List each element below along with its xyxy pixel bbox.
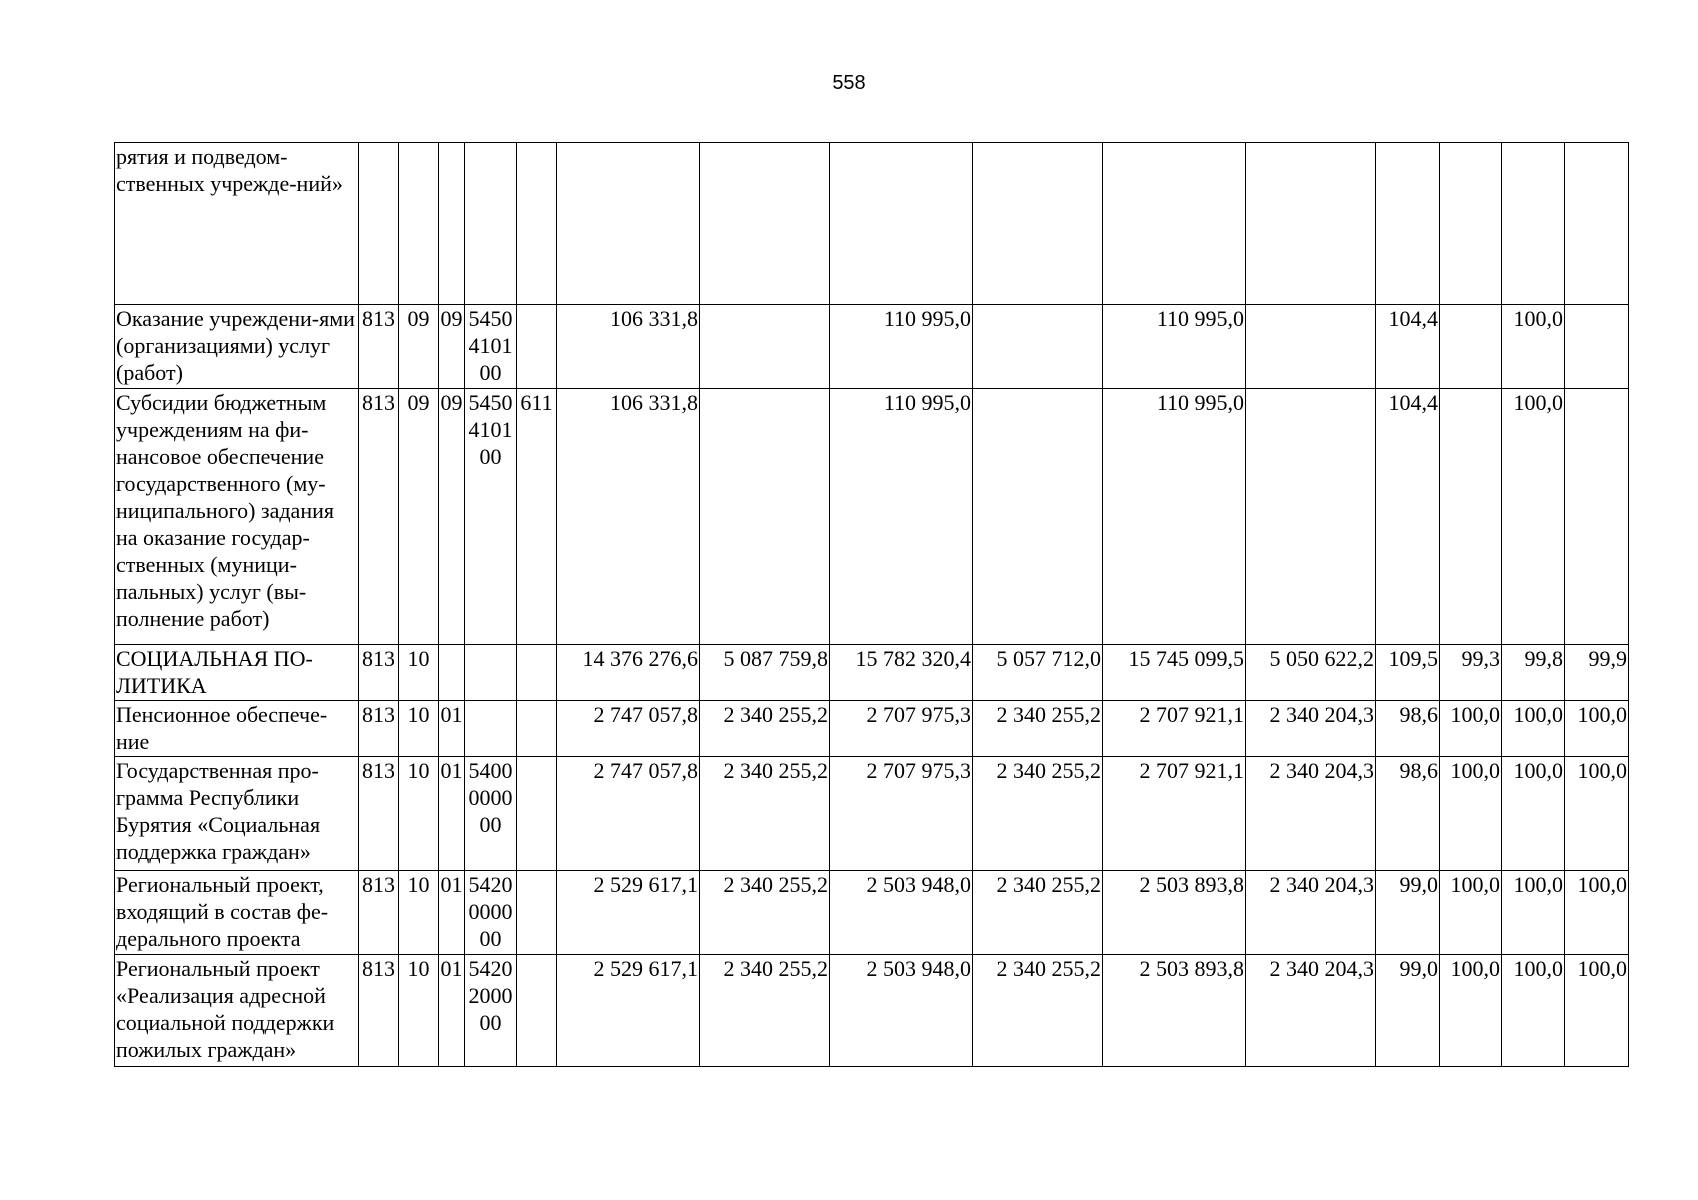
percent-2: 100,0	[1440, 871, 1502, 955]
amount-4	[973, 305, 1103, 389]
amount-1: 2 747 057,8	[557, 757, 700, 871]
percent-1: 98,6	[1376, 757, 1440, 871]
percent-2	[1440, 305, 1502, 389]
budget-table	[114, 142, 1629, 1067]
expense-type-code	[517, 645, 557, 701]
percent-1: 104,4	[1376, 305, 1440, 389]
table-row	[115, 305, 1629, 389]
table-row	[115, 389, 1629, 645]
amount-4: 2 340 255,2	[973, 701, 1103, 757]
amount-1: 106 331,8	[557, 305, 700, 389]
percent-4: 99,9	[1565, 645, 1629, 701]
item-name: рятия и подведом-ственных учрежде-ний»	[115, 143, 359, 305]
percent-2: 99,3	[1440, 645, 1502, 701]
item-name: Оказание учреждени-ями (организациями) услуг (работ)	[115, 305, 359, 389]
amount-5	[1103, 143, 1246, 305]
percent-1: 104,4	[1376, 389, 1440, 645]
subsection-code: 01	[439, 757, 465, 871]
percent-1: 109,5	[1376, 645, 1440, 701]
amount-3: 110 995,0	[830, 305, 973, 389]
percent-4: 100,0	[1565, 701, 1629, 757]
amount-2	[700, 389, 830, 645]
subsection-code	[439, 645, 465, 701]
percent-4: 100,0	[1565, 871, 1629, 955]
chapter-code: 813	[359, 389, 399, 645]
amount-1: 2 529 617,1	[557, 955, 700, 1067]
percent-4: 100,0	[1565, 757, 1629, 871]
expense-type-code	[517, 305, 557, 389]
target-article-code: 5420200000	[465, 955, 517, 1067]
chapter-code: 813	[359, 871, 399, 955]
subsection-code: 09	[439, 389, 465, 645]
target-article-code	[465, 143, 517, 305]
amount-4: 2 340 255,2	[973, 955, 1103, 1067]
amount-6: 2 340 204,3	[1246, 955, 1376, 1067]
chapter-code	[359, 143, 399, 305]
percent-4	[1565, 389, 1629, 645]
amount-2: 2 340 255,2	[700, 955, 830, 1067]
amount-1: 14 376 276,6	[557, 645, 700, 701]
amount-2: 2 340 255,2	[700, 871, 830, 955]
percent-3: 100,0	[1502, 389, 1565, 645]
expense-type-code: 611	[517, 389, 557, 645]
percent-4: 100,0	[1565, 955, 1629, 1067]
percent-1: 98,6	[1376, 701, 1440, 757]
amount-1	[557, 143, 700, 305]
section-code: 10	[399, 871, 439, 955]
expense-type-code	[517, 955, 557, 1067]
target-article-code: 5420000000	[465, 871, 517, 955]
amount-3: 2 707 975,3	[830, 757, 973, 871]
amount-3: 15 782 320,4	[830, 645, 973, 701]
amount-4	[973, 389, 1103, 645]
amount-6	[1246, 389, 1376, 645]
item-name: Государственная про-грамма Республики Бурятия «Социальная поддержка граждан»	[115, 757, 359, 871]
percent-2: 100,0	[1440, 955, 1502, 1067]
expense-type-code	[517, 701, 557, 757]
expense-type-code	[517, 143, 557, 305]
subsection-code	[439, 143, 465, 305]
section-code: 10	[399, 701, 439, 757]
target-article-code	[465, 701, 517, 757]
expense-type-code	[517, 757, 557, 871]
section-code	[399, 143, 439, 305]
amount-6: 2 340 204,3	[1246, 871, 1376, 955]
subsection-code: 01	[439, 871, 465, 955]
amount-6	[1246, 305, 1376, 389]
subsection-code: 01	[439, 955, 465, 1067]
item-name: Региональный проект «Реализация адресной социальной поддержки пожилых граждан»	[115, 955, 359, 1067]
percent-1: 99,0	[1376, 955, 1440, 1067]
amount-6	[1246, 143, 1376, 305]
section-code: 09	[399, 389, 439, 645]
table-row	[115, 757, 1629, 871]
chapter-code: 813	[359, 757, 399, 871]
amount-5: 110 995,0	[1103, 389, 1246, 645]
target-article-code: 5400000000	[465, 757, 517, 871]
item-name: СОЦИАЛЬНАЯ ПО-ЛИТИКА	[115, 645, 359, 701]
amount-6: 5 050 622,2	[1246, 645, 1376, 701]
chapter-code: 813	[359, 701, 399, 757]
subsection-code: 01	[439, 701, 465, 757]
percent-2	[1440, 389, 1502, 645]
amount-3	[830, 143, 973, 305]
amount-6: 2 340 204,3	[1246, 757, 1376, 871]
table-row	[115, 955, 1629, 1067]
item-name: Региональный проект, входящий в состав фе-дерального проекта	[115, 871, 359, 955]
section-code: 10	[399, 645, 439, 701]
table-row	[115, 871, 1629, 955]
amount-5: 110 995,0	[1103, 305, 1246, 389]
percent-2	[1440, 143, 1502, 305]
amount-5: 2 707 921,1	[1103, 757, 1246, 871]
item-name: Субсидии бюджетным учреждениям на фи-нансовое обеспечение государственного (му-ниципального) задания на оказание государ-ственных (муници-пальных) услуг (вы-полнение работ)	[115, 389, 359, 645]
item-name: Пенсионное обеспече-ние	[115, 701, 359, 757]
amount-3: 2 503 948,0	[830, 955, 973, 1067]
amount-3: 110 995,0	[830, 389, 973, 645]
percent-3: 99,8	[1502, 645, 1565, 701]
section-code: 10	[399, 757, 439, 871]
target-article-code: 5450410100	[465, 305, 517, 389]
table-row	[115, 645, 1629, 701]
chapter-code: 813	[359, 955, 399, 1067]
amount-5: 2 503 893,8	[1103, 955, 1246, 1067]
chapter-code: 813	[359, 645, 399, 701]
amount-1: 2 747 057,8	[557, 701, 700, 757]
expense-type-code	[517, 871, 557, 955]
amount-2: 5 087 759,8	[700, 645, 830, 701]
amount-5: 15 745 099,5	[1103, 645, 1246, 701]
percent-2: 100,0	[1440, 757, 1502, 871]
table-row	[115, 143, 1629, 305]
amount-4	[973, 143, 1103, 305]
percent-4	[1565, 143, 1629, 305]
target-article-code: 5450410100	[465, 389, 517, 645]
amount-3: 2 503 948,0	[830, 871, 973, 955]
percent-3: 100,0	[1502, 955, 1565, 1067]
percent-4	[1565, 305, 1629, 389]
percent-3: 100,0	[1502, 871, 1565, 955]
amount-1: 2 529 617,1	[557, 871, 700, 955]
section-code: 10	[399, 955, 439, 1067]
amount-2: 2 340 255,2	[700, 757, 830, 871]
amount-4: 5 057 712,0	[973, 645, 1103, 701]
section-code: 09	[399, 305, 439, 389]
amount-2	[700, 143, 830, 305]
percent-1	[1376, 143, 1440, 305]
percent-3	[1502, 143, 1565, 305]
subsection-code: 09	[439, 305, 465, 389]
target-article-code	[465, 645, 517, 701]
percent-3: 100,0	[1502, 757, 1565, 871]
amount-6: 2 340 204,3	[1246, 701, 1376, 757]
percent-3: 100,0	[1502, 701, 1565, 757]
chapter-code: 813	[359, 305, 399, 389]
amount-2: 2 340 255,2	[700, 701, 830, 757]
amount-5: 2 707 921,1	[1103, 701, 1246, 757]
amount-4: 2 340 255,2	[973, 871, 1103, 955]
percent-3: 100,0	[1502, 305, 1565, 389]
percent-2: 100,0	[1440, 701, 1502, 757]
amount-1: 106 331,8	[557, 389, 700, 645]
amount-5: 2 503 893,8	[1103, 871, 1246, 955]
table-row	[115, 701, 1629, 757]
page-number: 558	[832, 72, 866, 94]
amount-4: 2 340 255,2	[973, 757, 1103, 871]
percent-1: 99,0	[1376, 871, 1440, 955]
amount-3: 2 707 975,3	[830, 701, 973, 757]
amount-2	[700, 305, 830, 389]
